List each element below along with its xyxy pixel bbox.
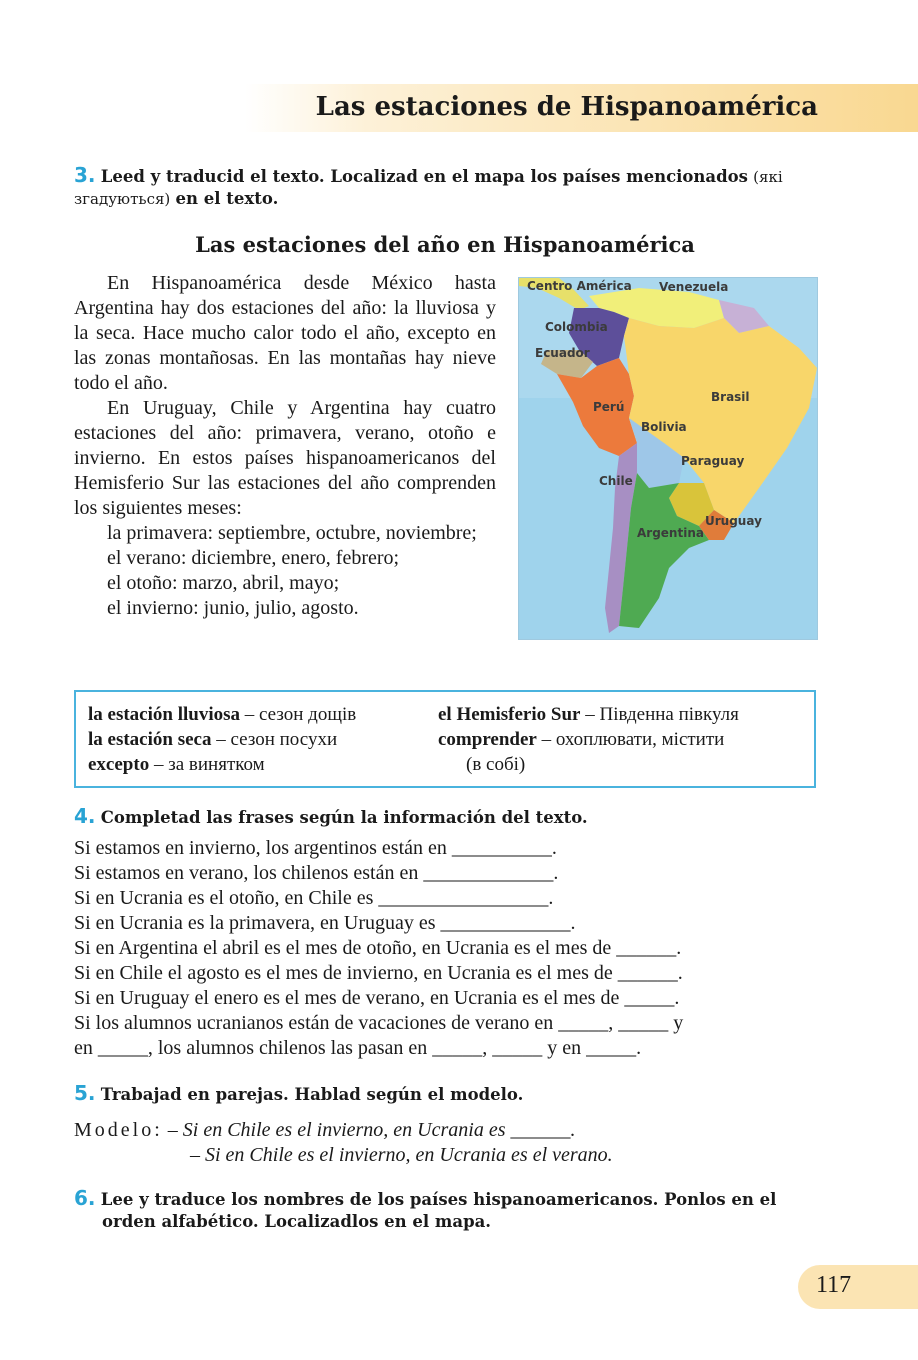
map-label: Bolivia xyxy=(641,420,687,434)
map-label: Chile xyxy=(599,474,633,488)
model-line xyxy=(74,1143,794,1168)
map-label: Argentina xyxy=(637,526,704,540)
vocabulary-definition: – сезон дощів xyxy=(244,704,357,725)
map-label: Perú xyxy=(593,400,625,414)
exercise-number: 3. xyxy=(74,163,96,187)
reading-heading: Las estaciones del año en Hispanoamérica xyxy=(195,232,695,257)
fill-in-sentences xyxy=(74,836,794,1061)
model-line xyxy=(74,1118,794,1143)
map-label: Uruguay xyxy=(705,514,762,528)
sentence-line: Si estamos en verano, los chilenos están en _____________. xyxy=(74,862,559,884)
sentence-line: Si en Uruguay el enero es el mes de verano, en Ucrania es el mes de _____. xyxy=(74,987,680,1009)
sentence-line: en _____, los alumnos chilenos las pasan en _____, _____ y en _____. xyxy=(74,1037,642,1059)
map-label: Ecuador xyxy=(535,346,590,360)
exercise-6-instruction xyxy=(74,1187,834,1233)
map-label: Paraguay xyxy=(681,454,745,468)
exercise-number: 5. xyxy=(74,1081,96,1105)
vocabulary-term: la estación seca xyxy=(88,729,212,750)
instruction-text: orden alfabético. Localizadlos en el mapa. xyxy=(102,1212,492,1231)
exercise-4-instruction xyxy=(74,805,834,829)
month-line: la primavera: septiembre, octubre, noviembre; xyxy=(107,522,477,544)
vocabulary-entry xyxy=(438,727,739,752)
reading-text xyxy=(74,271,496,621)
month-line: el verano: diciembre, enero, febrero; xyxy=(107,547,400,569)
instruction-text: Leed y traducid el texto. Localizad en el mapa los países mencionados xyxy=(100,167,748,186)
section-title: Las estaciones de Hispanoamérica xyxy=(315,92,818,122)
model-label: Modelo: xyxy=(74,1119,163,1141)
sentence-line: Si en Argentina el abril es el mes de otoño, en Ucrania es el mes de ______. xyxy=(74,937,682,959)
paragraph: En Hispanoamérica desde México hasta Argentina hay dos estaciones del año: la lluviosa y la seca. Hace mucho calor todo el año, excepto en las zonas montañosas. En las montañas hay nieve todo el año. xyxy=(74,272,496,394)
vocabulary-column xyxy=(88,702,356,777)
model-dialogue xyxy=(74,1118,794,1168)
vocabulary-entry xyxy=(88,702,356,727)
section-title-bar xyxy=(245,84,918,132)
vocabulary-box xyxy=(74,690,816,788)
sentence-line: Si en Ucrania es el otoño, en Chile es _________________. xyxy=(74,887,554,909)
page-number: 117 xyxy=(816,1272,852,1298)
vocabulary-definition: – сезон посухи xyxy=(216,729,338,750)
vocabulary-column xyxy=(438,702,739,777)
map-label: Venezuela xyxy=(659,280,729,294)
sentence-line: Si los alumnos ucranianos están de vacaciones de verano en _____, _____ y xyxy=(74,1012,684,1034)
instruction-text: Trabajad en parejas. Hablad según el modelo. xyxy=(100,1085,524,1104)
vocabulary-definition: (в собі) xyxy=(466,754,526,775)
vocabulary-term: la estación lluviosa xyxy=(88,704,241,725)
map-label: Centro América xyxy=(527,279,632,293)
vocabulary-term: el Hemisferio Sur xyxy=(438,704,581,725)
month-line: el otoño: marzo, abril, mayo; xyxy=(107,572,340,594)
vocabulary-definition: – за винятком xyxy=(153,754,265,775)
exercise-3-instruction xyxy=(74,164,834,210)
map-label: Colombia xyxy=(545,320,608,334)
vocabulary-entry xyxy=(88,727,356,752)
instruction-text: en el texto. xyxy=(175,189,279,208)
exercise-5-instruction xyxy=(74,1082,834,1106)
paragraph: En Uruguay, Chile y Argentina hay cuatro estaciones del año: primavera, verano, otoño e invierno. En estos países hispanoamericanos del Hemisferio Sur las estaciones del año comprenden los siguientes meses: xyxy=(74,397,496,519)
sentence-line: Si en Chile el agosto es el mes de invierno, en Ucrania es el mes de ______. xyxy=(74,962,683,984)
exercise-number: 6. xyxy=(74,1186,96,1210)
vocabulary-entry xyxy=(438,752,739,777)
vocabulary-definition: – охоплювати, містити xyxy=(541,729,725,750)
exercise-number: 4. xyxy=(74,804,96,828)
instruction-text: Lee y traduce los nombres de los países hispanoamericanos. Ponlos en el xyxy=(100,1190,777,1209)
vocabulary-entry xyxy=(88,752,356,777)
vocabulary-entry xyxy=(438,702,739,727)
model-prompt: – Si en Chile es el invierno, en Ucrania es ______. xyxy=(167,1119,576,1141)
vocabulary-definition: – Південна півкуля xyxy=(585,704,739,725)
sentence-line: Si en Ucrania es la primavera, en Uruguay es _____________. xyxy=(74,912,576,934)
sentence-line: Si estamos en invierno, los argentinos están en __________. xyxy=(74,837,557,859)
instruction-text: Completad las frases según la información del texto. xyxy=(100,808,588,827)
instruction-translation: (які згадуються) xyxy=(74,168,783,208)
month-line: el invierno: junio, julio, agosto. xyxy=(107,597,359,619)
map-label: Brasil xyxy=(711,390,750,404)
vocabulary-term: comprender xyxy=(438,729,537,750)
vocabulary-term: excepto xyxy=(88,754,150,775)
south-america-map xyxy=(518,277,818,640)
model-answer: – Si en Chile es el invierno, en Ucrania es el verano. xyxy=(190,1144,613,1166)
page-number-tab xyxy=(798,1265,918,1309)
